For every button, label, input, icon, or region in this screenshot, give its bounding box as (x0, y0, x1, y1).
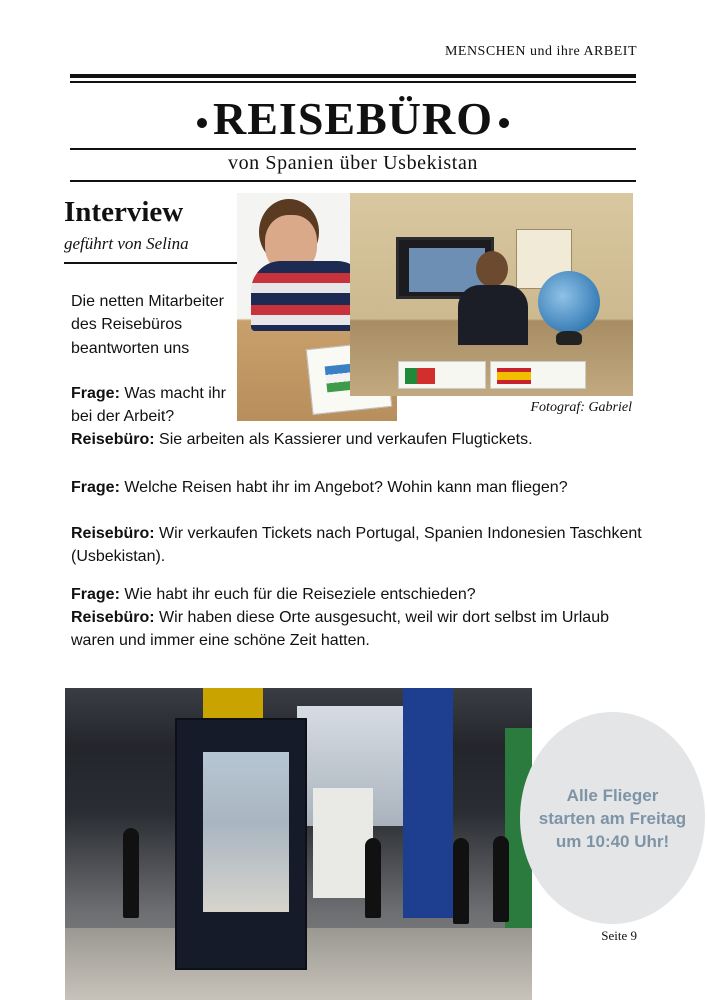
bullet-dot-icon (197, 118, 207, 128)
answer-text: Wir haben diese Orte ausgesucht, weil wir dort selbst im Urlaub waren und immer eine schöne Zeit hatten. (71, 609, 609, 650)
page-title (70, 92, 636, 146)
answer-label: Reisebüro: (71, 431, 155, 448)
top-rule-thin (70, 81, 636, 83)
question-label: Frage: (71, 586, 120, 603)
title-rule (70, 148, 636, 150)
page-title-text: REISEBÜRO (213, 93, 493, 144)
question-text: Welche Reisen habt ihr im Angebot? Wohin kann man fliegen? (124, 479, 568, 496)
interview-heading: Interview (64, 196, 184, 228)
photo-classroom-globe (350, 193, 633, 396)
answer-label: Reisebüro: (71, 525, 155, 542)
question-1 (71, 382, 231, 429)
answer-2 (71, 522, 651, 569)
question-label: Frage: (71, 479, 120, 496)
question-2 (71, 476, 651, 499)
interview-rule (64, 262, 264, 264)
answer-1 (71, 428, 651, 451)
page-subtitle: von Spanien über Usbekistan (227, 152, 479, 174)
section-label: MENSCHEN und ihre ARBEIT (444, 44, 637, 59)
question-text: Was macht ihr bei der Arbeit? (71, 385, 227, 426)
bullet-dot-icon (499, 118, 509, 128)
departure-callout (520, 712, 705, 924)
photo-airport-terminal (65, 688, 532, 1000)
departure-callout-text: Alle Flieger starten am Freitag um 10:40 Uhr! (538, 785, 687, 851)
photo-credit: Fotograf: Gabriel (530, 400, 632, 415)
question-text: Wie habt ihr euch für die Reiseziele entschieden? (124, 586, 476, 603)
subtitle-rule (70, 180, 636, 182)
intro-paragraph: Die netten Mitarbeiter des Reisebüros beantworten uns (71, 293, 224, 357)
page-number: Seite 9 (601, 928, 637, 943)
question-label: Frage: (71, 385, 120, 402)
answer-3 (71, 606, 651, 653)
answer-label: Reisebüro: (71, 609, 155, 626)
question-3 (71, 583, 651, 606)
answer-text: Sie arbeiten als Kassierer und verkaufen Flugtickets. (159, 431, 533, 448)
interview-byline: geführt von Selina (64, 234, 189, 253)
top-rule-thick (70, 74, 636, 78)
answer-text: Wir verkaufen Tickets nach Portugal, Spanien Indonesien Taschkent (Usbekistan). (71, 525, 642, 566)
